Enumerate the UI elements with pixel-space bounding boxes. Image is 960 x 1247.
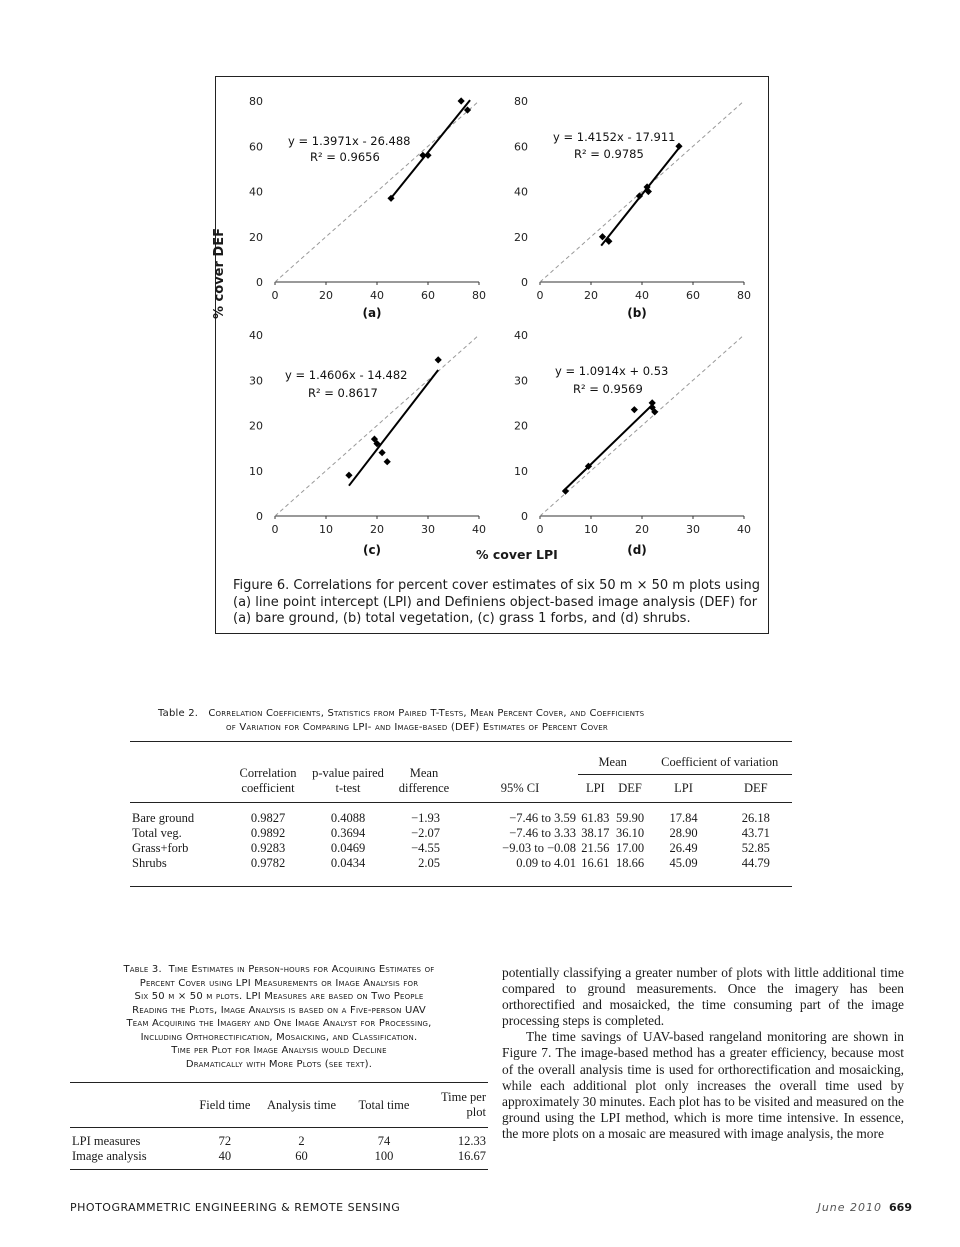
panel-label: (d) <box>627 543 647 557</box>
table3-bottom-rule <box>70 1169 488 1170</box>
x-tick-label: 40 <box>370 289 384 302</box>
table-cell: 43.71 <box>741 826 770 840</box>
table2-title-line2: of Variation for Comparing LPI- and Image-based (DEF) Estimates of Percent Cover <box>226 722 608 733</box>
regression-line <box>391 100 470 198</box>
data-point <box>599 233 606 240</box>
y-tick-label: 40 <box>514 329 528 342</box>
x-tick-label: 0 <box>536 523 544 536</box>
t2-header-lpi: LPI <box>585 780 605 795</box>
t2-header-mean: Mean <box>578 742 647 775</box>
x-tick-label: 80 <box>472 289 486 302</box>
body-paragraph-1: potentially classifying a greater number of plots with little additional time compared to ground measurements. Once the imagery has been orthorectified and mosaicked, the time consuming part of the image processing steps is completed. <box>502 965 904 1029</box>
x-tick-label: 20 <box>635 523 649 536</box>
table3-title-line: Six 50 m × 50 m plots. LPI Measures are based on Two People <box>134 991 424 1002</box>
footer-page: 669 <box>889 1201 912 1214</box>
x-tick-label: 40 <box>635 289 649 302</box>
t3-header-perplot: Time per plot <box>440 1090 486 1119</box>
table-row <box>130 856 792 871</box>
table-cell: 28.90 <box>669 826 698 840</box>
y-tick-label: 20 <box>249 419 263 433</box>
data-point <box>458 97 465 104</box>
figure-6 <box>212 76 769 634</box>
footer-date-page <box>818 1201 912 1214</box>
table-cell: Grass+forb <box>132 841 189 855</box>
y-tick-label: 30 <box>249 374 263 388</box>
regression-equation: y = 1.3971x - 26.488 <box>288 134 411 148</box>
data-point <box>379 449 386 456</box>
x-tick-label: 20 <box>370 523 384 536</box>
panel-label: (b) <box>627 306 647 320</box>
x-tick-label: 30 <box>686 523 700 536</box>
y-axis-label: % cover DEF <box>212 228 227 319</box>
table-cell: 17.00 <box>615 841 645 855</box>
table-cell: −9.03 to −0.08 <box>502 841 576 855</box>
table-cell: 40 <box>218 1149 232 1163</box>
table-cell: 0.0469 <box>330 841 366 855</box>
data-point <box>435 356 442 363</box>
data-point <box>384 458 391 465</box>
y-tick-label: 40 <box>249 185 263 199</box>
table-cell: −1.93 <box>411 811 440 825</box>
regression-equation: y = 1.4152x - 17.911 <box>553 130 676 144</box>
table-cell: 100 <box>374 1149 394 1163</box>
x-tick-label: 80 <box>737 289 751 302</box>
y-tick-label: 20 <box>514 419 528 433</box>
regression-equation: y = 1.0914x + 0.53 <box>555 364 669 378</box>
t2-header-def: DEF <box>618 780 642 795</box>
t3-header-total: Total time <box>358 1097 410 1112</box>
panel-label: (c) <box>362 543 382 557</box>
x-tick-label: 40 <box>737 523 751 536</box>
table-cell: 0.09 to 4.01 <box>516 856 576 870</box>
table3-title-line: Reading the Plots, Image Analysis is based on a Five-person UAV <box>132 1004 426 1016</box>
table-cell: Shrubs <box>132 856 167 870</box>
table-cell: 60 <box>295 1149 308 1163</box>
table-cell: −2.07 <box>411 826 440 840</box>
y-tick-label: 10 <box>249 464 263 478</box>
table-cell: 52.85 <box>741 841 770 855</box>
body-paragraph-2: The time savings of UAV-based rangeland monitoring are shown in Figure 7. The image-based method has a greater efficiency, because most of the overall analysis time is used for orthorectification and mosaicking, while each additional plot only increases the overall time used by approximately 30 minutes. Each plot has to be visited and measured on the ground using the LPI method, which is more time intensive. In essence, the more plots on a mosaic are measured with image analysis, the more <box>502 1029 904 1141</box>
table-cell: 0.3694 <box>330 826 366 840</box>
table-cell: 0.4088 <box>330 811 366 825</box>
table2-label: Table 2. <box>158 708 199 719</box>
body-text <box>502 965 904 1142</box>
t2-header-cv: Coefficient of variation <box>647 742 792 775</box>
table-cell: 38.17 <box>581 826 610 840</box>
data-point <box>675 143 682 150</box>
table-cell: 72 <box>218 1134 232 1148</box>
table-cell: Total veg. <box>132 826 182 840</box>
table3 <box>70 1082 488 1164</box>
table-cell: 0.9283 <box>250 841 286 855</box>
y-tick-label: 20 <box>249 230 263 244</box>
one-to-one-line <box>540 101 744 282</box>
table2-bottom-rule <box>130 886 792 887</box>
x-tick-label: 20 <box>584 289 598 302</box>
x-tick-label: 20 <box>319 289 333 302</box>
table-cell: 21.56 <box>581 841 610 855</box>
table3-title-line: Percent Cover using LPI Measurements or Image Analysis for <box>139 977 419 989</box>
table-cell: 26.18 <box>741 811 770 825</box>
table3-title-line: Including Orthorectification, Mosaicking, and Classification. <box>140 1031 418 1043</box>
table-cell: 12.33 <box>457 1134 486 1148</box>
table-row <box>130 803 792 827</box>
y-tick-label: 0 <box>521 276 528 289</box>
r-squared-label: R² = 0.9569 <box>573 382 643 396</box>
table-cell: 16.67 <box>457 1149 486 1163</box>
y-tick-label: 60 <box>514 140 528 154</box>
table-cell: 0.9827 <box>250 811 286 825</box>
data-point <box>345 472 352 479</box>
table-cell: 0.9782 <box>250 856 286 870</box>
r-squared-label: R² = 0.8617 <box>308 386 378 400</box>
table-row <box>70 1149 488 1164</box>
table3-title-line: Team Acquiring the Imagery and One Image Analyst for Processing, <box>126 1018 432 1029</box>
table-cell: 74 <box>377 1134 391 1148</box>
table3-label: Table 3. <box>123 964 162 975</box>
data-point <box>424 152 431 159</box>
table-row <box>130 841 792 856</box>
x-tick-label: 10 <box>584 523 598 536</box>
t2-header-meandiff: Mean difference <box>398 766 450 795</box>
table-cell: −7.46 to 3.33 <box>509 826 576 840</box>
regression-equation: y = 1.4606x - 14.482 <box>285 368 408 382</box>
y-tick-label: 40 <box>249 329 263 342</box>
panel-label: (a) <box>362 306 382 320</box>
table3-title-line: Time per Plot for Image Analysis would Decline <box>171 1045 387 1056</box>
y-tick-label: 60 <box>249 140 263 154</box>
x-tick-label: 0 <box>536 289 544 302</box>
t2-header-corr: Correlation coefficient <box>239 766 297 795</box>
table-cell: 18.66 <box>615 856 645 870</box>
table-cell: 45.09 <box>669 856 698 870</box>
footer-journal: PHOTOGRAMMETRIC ENGINEERING & REMOTE SENSING <box>70 1201 401 1214</box>
x-tick-label: 30 <box>421 523 435 536</box>
t3-header-field: Field time <box>199 1097 251 1112</box>
table-cell: 2.05 <box>418 856 440 870</box>
r-squared-label: R² = 0.9785 <box>574 147 644 161</box>
x-tick-label: 0 <box>271 523 279 536</box>
table-cell: 36.10 <box>615 826 645 840</box>
table-cell: Image analysis <box>72 1149 147 1163</box>
x-tick-label: 40 <box>472 523 486 536</box>
table3-title-line: Dramatically with More Plots (see text). <box>185 1058 373 1070</box>
t2-header-pvalue: p-value paired t-test <box>312 766 384 795</box>
table3-caption <box>70 963 488 1071</box>
t3-header-analysis: Analysis time <box>266 1097 337 1112</box>
y-tick-label: 0 <box>256 510 263 523</box>
table-row <box>130 826 792 841</box>
table-cell: 0.0434 <box>330 856 366 870</box>
table2-caption <box>158 707 644 721</box>
t2-header-ci: 95% CI <box>500 781 540 795</box>
y-tick-label: 0 <box>256 276 263 289</box>
table-cell: LPI measures <box>72 1134 141 1148</box>
table-cell: Bare ground <box>132 811 195 825</box>
y-tick-label: 0 <box>521 510 528 523</box>
y-tick-label: 80 <box>514 95 528 108</box>
y-tick-label: 20 <box>514 230 528 244</box>
one-to-one-line <box>275 335 479 516</box>
x-tick-label: 60 <box>686 289 700 302</box>
regression-line <box>563 402 655 491</box>
y-tick-label: 10 <box>514 464 528 478</box>
table-cell: 59.90 <box>615 811 645 825</box>
table-cell: 0.9892 <box>250 826 286 840</box>
table-cell: 44.79 <box>741 856 770 870</box>
table-cell: 17.84 <box>669 811 698 825</box>
data-point <box>631 406 638 413</box>
y-tick-label: 80 <box>249 95 263 108</box>
table-cell: 2 <box>298 1134 305 1148</box>
x-tick-label: 10 <box>319 523 333 536</box>
footer-date: June 2010 <box>817 1201 883 1214</box>
table2-title-line1: Correlation Coefficients, Statistics from Paired T-Tests, Mean Percent Cover, and Coefficients <box>208 708 645 719</box>
one-to-one-line <box>540 335 744 516</box>
table-cell: 16.61 <box>581 856 610 870</box>
figure-caption: Figure 6. Correlations for percent cover estimates of six 50 m × 50 m plots using (a) line point intercept (LPI) and Definiens object-based image analysis (DEF) for (a) bare ground, (b) total vegetation, (c) grass 1 forbs, and (d) shrubs. <box>233 578 761 626</box>
table3-title-line: Time Estimates in Person-hours for Acquiring Estimates of <box>168 964 435 975</box>
t2-header-lpi2: LPI <box>674 780 693 795</box>
table-cell: −7.46 to 3.59 <box>509 811 576 825</box>
data-point <box>562 488 569 495</box>
table-cell: 61.83 <box>581 811 610 825</box>
table-row <box>70 1128 488 1150</box>
table-cell: −4.55 <box>411 841 440 855</box>
x-tick-label: 0 <box>271 289 279 302</box>
y-tick-label: 40 <box>514 185 528 199</box>
table-cell: 26.49 <box>669 841 698 855</box>
r-squared-label: R² = 0.9656 <box>310 150 380 164</box>
x-tick-label: 60 <box>421 289 435 302</box>
y-tick-label: 30 <box>514 374 528 388</box>
t2-header-def2: DEF <box>744 780 768 795</box>
x-axis-label: % cover LPI <box>476 547 558 562</box>
table2 <box>130 741 792 871</box>
